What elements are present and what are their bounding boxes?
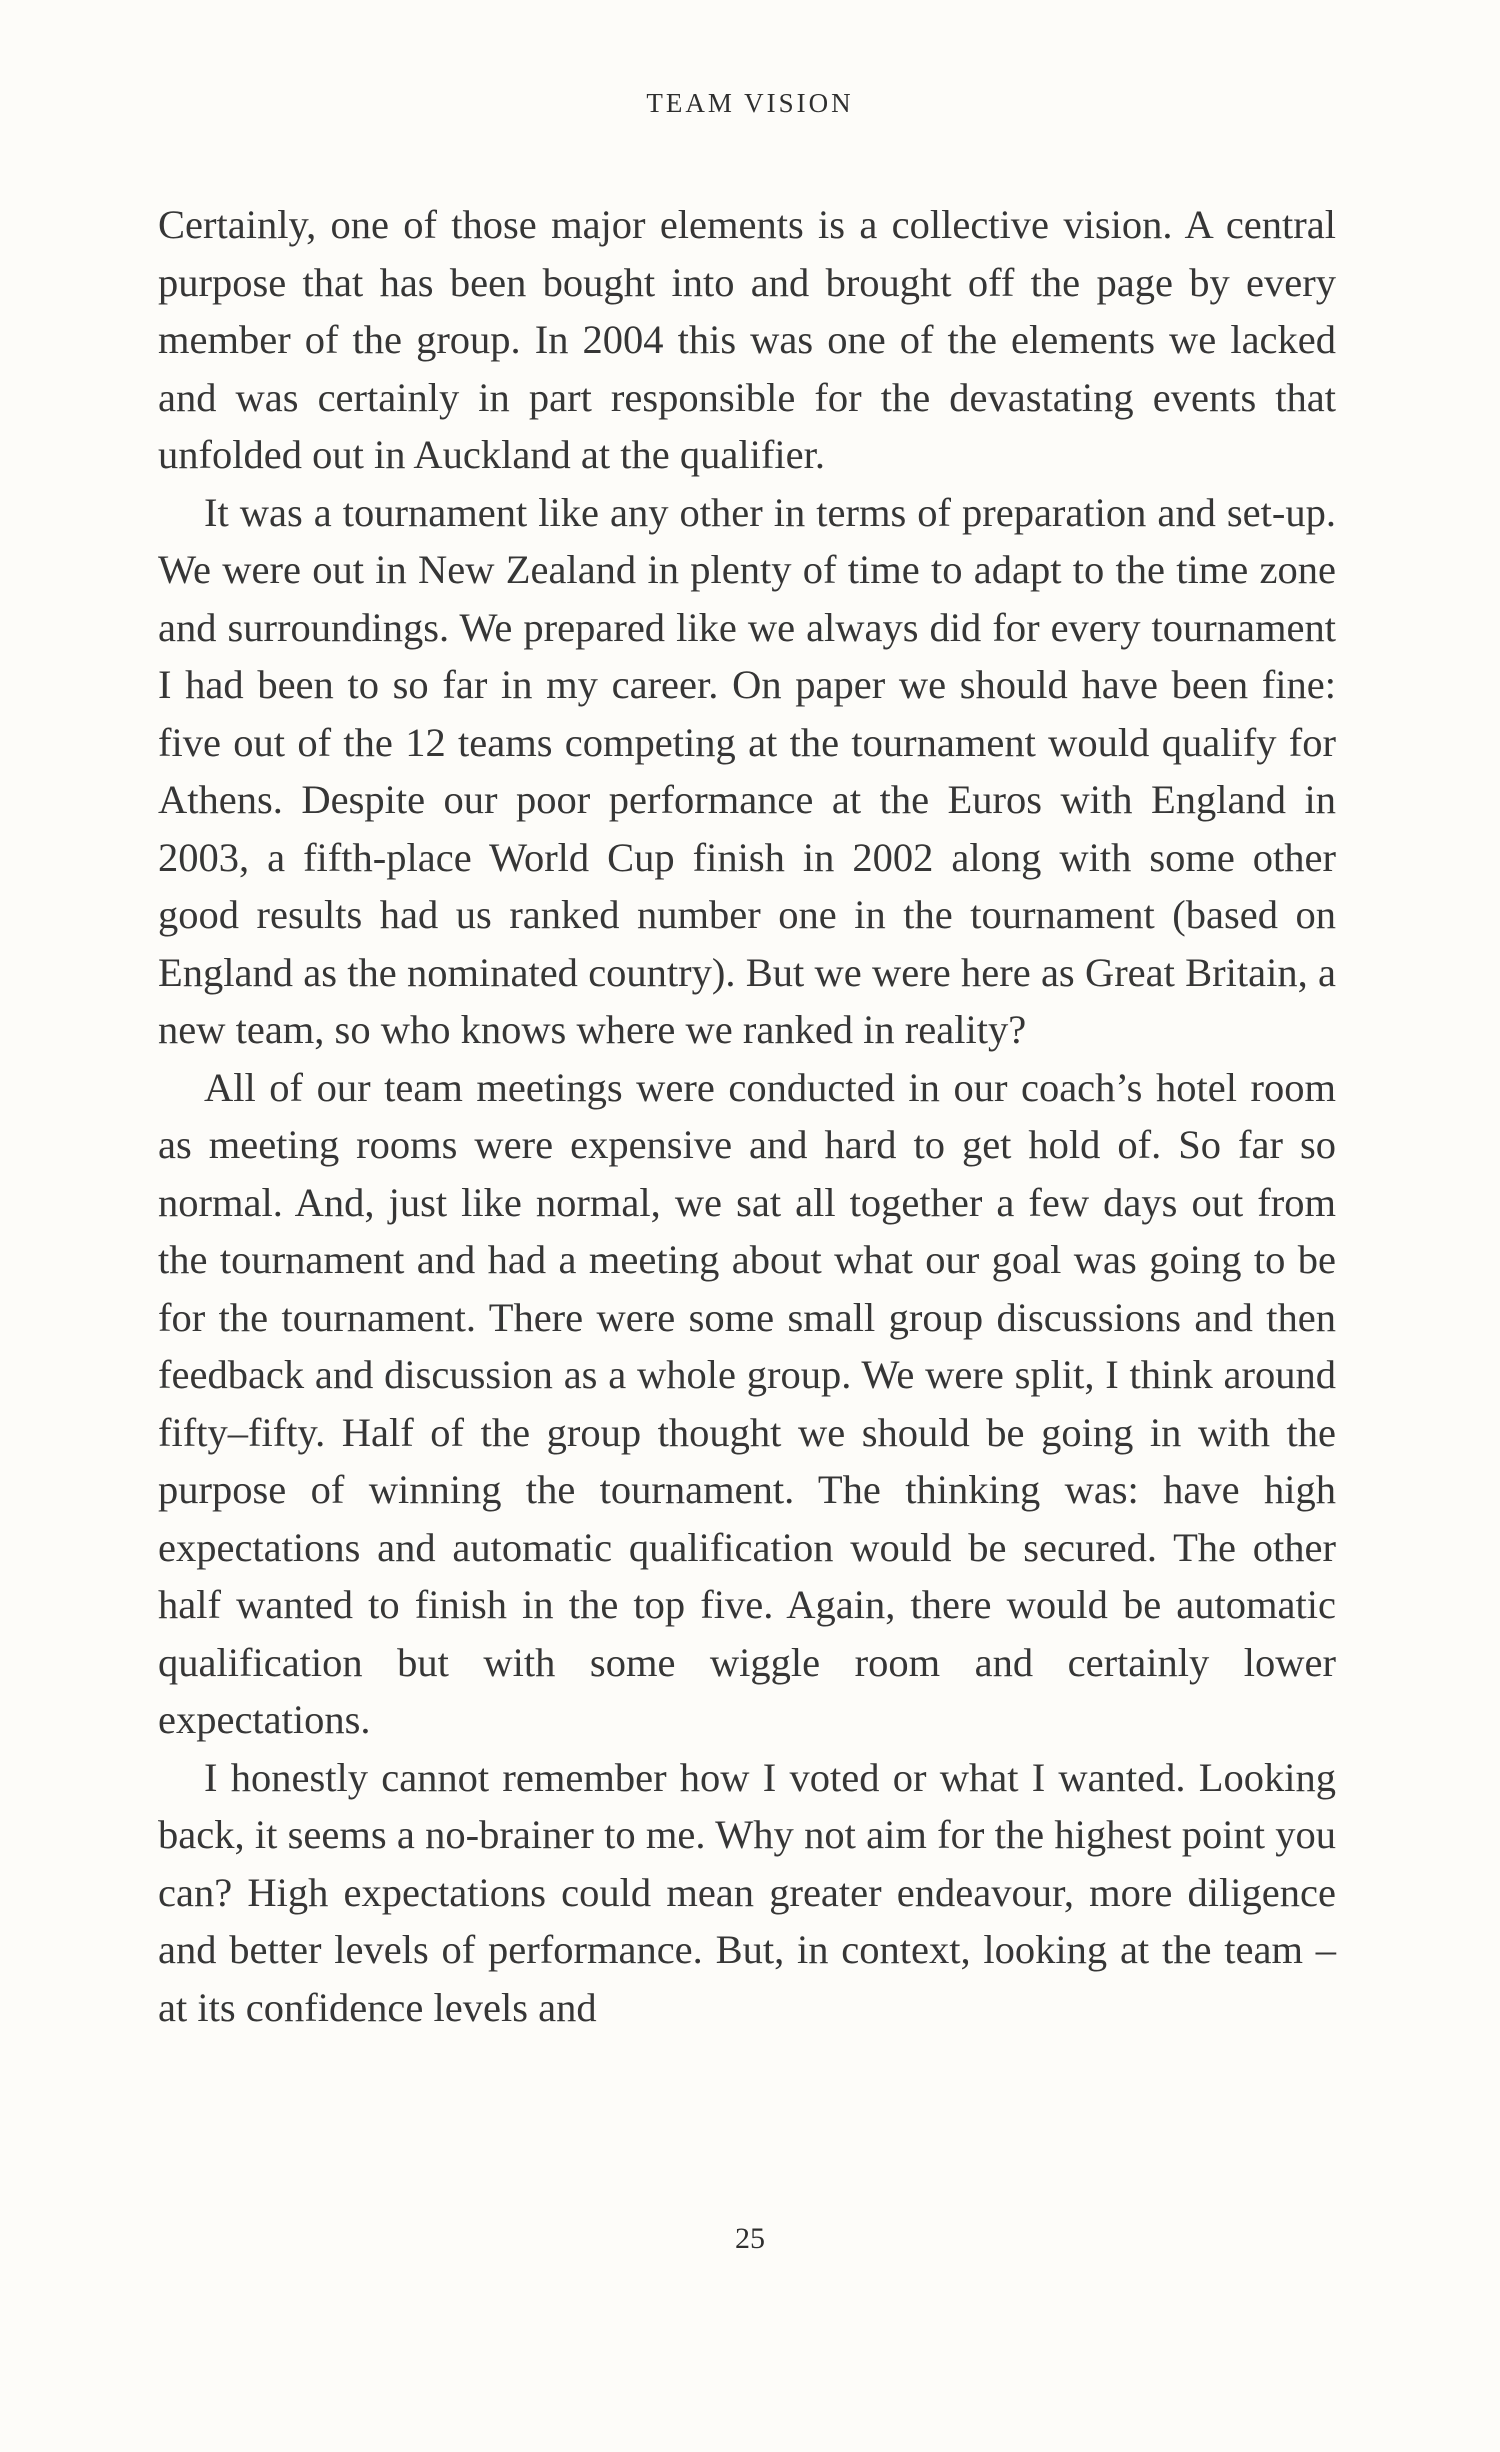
page-number: 25	[735, 2222, 765, 2255]
running-head: TEAM VISION	[646, 88, 854, 118]
body-text	[158, 196, 1336, 2036]
paragraph-3: All of our team meetings were conducted in our coach’s hotel room as meeting rooms were expensive and hard to get hold of. So far so normal. And, just like normal, we sat all together a few days out from the tournament and had a meeting about what our goal was going to be for the tournament. There were some small group discussions and then feedback and discussion as a whole group. We were split, I think around fifty–fifty. Half of the group thought we should be going in with the purpose of winning the tournament. The thinking was: have high expectations and automatic qualification would be secured. The other half wanted to finish in the top five. Again, there would be automatic qualification but with some wiggle room and certainly lower expectations.	[158, 1064, 1336, 1742]
paragraph-4: I honestly cannot remember how I voted or what I wanted. Looking back, it seems a no-brainer to me. Why not aim for the highest point you can? High expectations could mean greater endeavour, more diligence and better levels of performance. But, in context, looking at the team – at its confidence levels and	[158, 1754, 1336, 2030]
paragraph-1: Certainly, one of those major elements is a collective vision. A central purpose that has been bought into and brought off the page by every member of the group. In 2004 this was one of the elements we lacked and was certainly in part responsible for the devastating events that unfolded out in Auckland at the qualifier.	[158, 202, 1336, 477]
paragraph-2: It was a tournament like any other in terms of preparation and set-up. We were out in New Zealand in plenty of time to adapt to the time zone and surroundings. We prepared like we always did for every tournament I had been to so far in my career. On paper we should have been fine: five out of the 12 teams competing at the tournament would qualify for Athens. Despite our poor performance at the Euros with England in 2003, a fifth-place World Cup finish in 2002 along with some other good results had us ranked number one in the tournament (based on England as the nominated country). But we were here as Great Britain, a new team, so who knows where we ranked in reality?	[158, 489, 1336, 1052]
